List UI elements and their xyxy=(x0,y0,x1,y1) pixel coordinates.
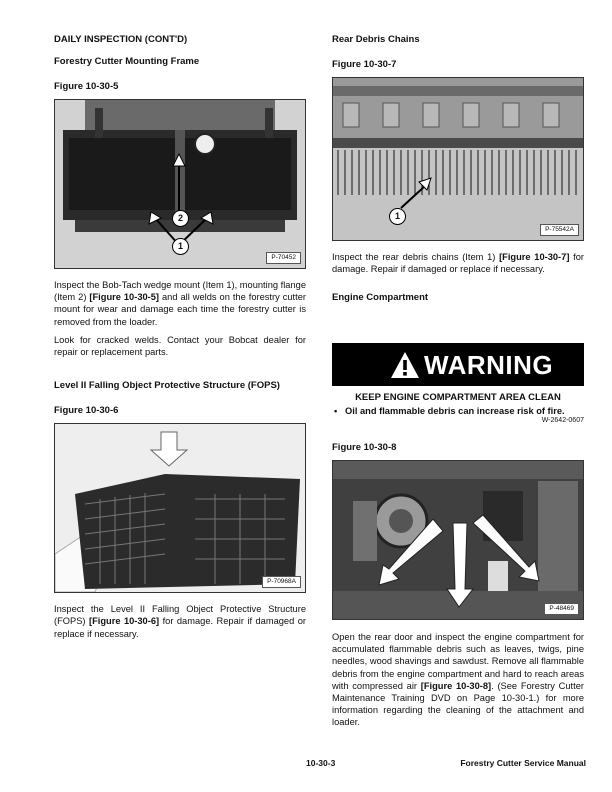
warning-triangle-icon xyxy=(390,351,420,379)
figure-debris-chains xyxy=(332,77,584,241)
paragraph-fops: Inspect the Level II Falling Object Protective Structure (FOPS) [Figure 10-30-6] for damage. Repair if damaged or replace if necessary. xyxy=(54,604,307,639)
callout-item-1: 1 xyxy=(389,208,406,225)
figure-caption: Figure 10-30-5 xyxy=(54,81,119,92)
fops-illustration xyxy=(55,424,305,592)
right-column xyxy=(332,30,584,304)
fops-heading: Level II Falling Object Protective Structure (FOPS) xyxy=(54,380,280,392)
callout-item-1: 1 xyxy=(172,238,189,255)
debris-chains-illustration xyxy=(333,78,583,240)
paragraph-welds: Look for cracked welds. Contact your Bobcat dealer for repair or replacement parts. xyxy=(54,334,306,358)
warning-label: WARNING xyxy=(424,350,554,380)
photo-number: P-70968A xyxy=(262,576,301,588)
figure-mounting-frame xyxy=(54,99,306,269)
left-column xyxy=(54,30,306,640)
warning-banner xyxy=(332,343,584,386)
frame-heading: Forestry Cutter Mounting Frame xyxy=(54,56,200,67)
figure-caption: Figure 10-30-6 xyxy=(54,405,119,417)
warning-bullet: • Oil and flammable debris can increase risk of fire. xyxy=(334,406,565,416)
figure-reference: [Figure 10-30-8] xyxy=(420,680,492,691)
section-title: DAILY INSPECTION (CONT'D) xyxy=(54,34,188,45)
photo-number: P-75542A xyxy=(540,224,579,236)
bullet-icon: • xyxy=(334,406,346,416)
figure-reference: [Figure 10-30-6] xyxy=(88,616,160,627)
paragraph-mounting: Inspect the Bob-Tach wedge mount (Item 1), mounting flange (Item 2) [Figure 10-30-5] and all welds on the forestry cutter mount for wear and damage each time the forestry cutter is removed from the loader. xyxy=(54,280,306,327)
callout-item-2: 2 xyxy=(172,210,189,227)
figure-reference: [Figure 10-30-5] xyxy=(89,292,160,303)
engine-heading: Engine Compartment xyxy=(332,292,429,304)
figure-reference: [Figure 10-30-7] xyxy=(499,252,570,262)
warning-content xyxy=(332,392,584,424)
page-number: 10-30-3 xyxy=(306,758,336,768)
figure-engine-compartment xyxy=(332,460,584,620)
engine-figure-block xyxy=(332,442,584,729)
paragraph-chains: Inspect the rear debris chains (Item 1) [Figure 10-30-7] for damage. Repair if damaged or replace if necessary. xyxy=(332,252,584,275)
figure-caption: Figure 10-30-8 xyxy=(332,442,397,453)
photo-number: P-70452 xyxy=(266,252,301,264)
chains-heading: Rear Debris Chains xyxy=(332,34,420,45)
figure-fops xyxy=(54,423,306,593)
figure-caption: Figure 10-30-7 xyxy=(332,59,397,70)
manual-title: Forestry Cutter Service Manual xyxy=(460,758,586,768)
warning-title: KEEP ENGINE COMPARTMENT AREA CLEAN xyxy=(355,392,561,403)
engine-compartment-illustration xyxy=(333,461,583,619)
warning-code: W-2642-0607 xyxy=(541,417,584,424)
photo-number: P-48469 xyxy=(544,603,579,615)
paragraph-engine: Open the rear door and inspect the engine compartment for accumulated flammable debris such as leaves, twigs, pine needles, wood shavings and sawdust. Remove all flammable debris from the engine compartment and hard to reach areas with compressed air [Figure 10-30-8]. (See Forestry Cutter Maintenance Training DVD on Page 10-30-1.) for more information regarding the cleaning of the attachment and loader. xyxy=(332,632,584,728)
